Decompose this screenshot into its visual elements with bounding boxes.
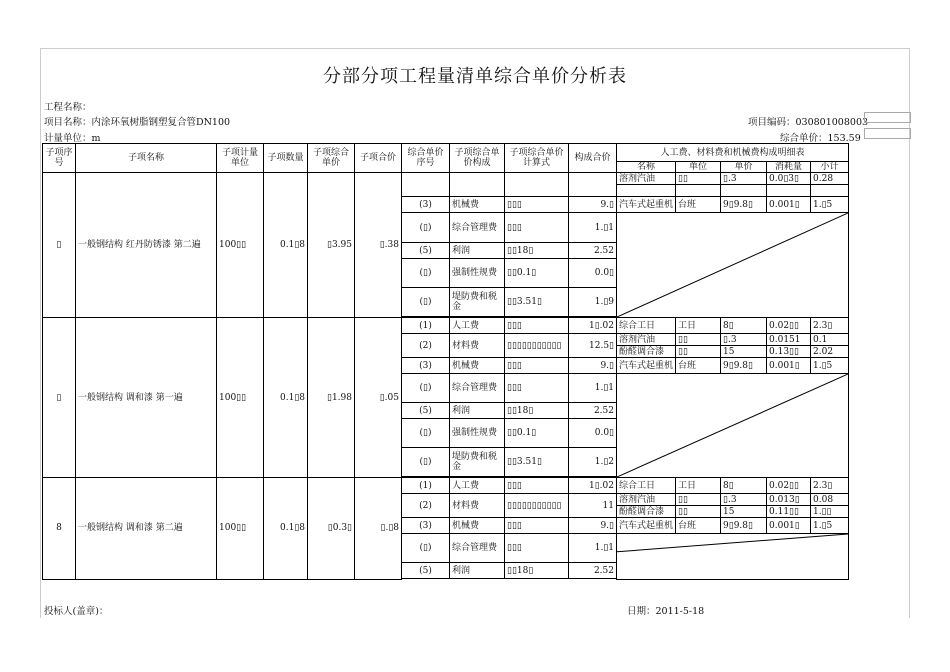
detail-price: 8▯ [721, 478, 767, 494]
unit-label: 计量单位：m [44, 133, 101, 144]
composition-total: 11 [569, 494, 617, 518]
cell [617, 185, 676, 197]
composition-name: 强制性规费 [450, 259, 505, 288]
group-total: ▯.▯8 [355, 478, 402, 580]
composition-total: 2.52 [569, 243, 617, 259]
composition-seq: (▯) [402, 374, 450, 403]
group-qty: 0.1▯8 [264, 478, 308, 580]
composition-seq: (▯) [402, 213, 450, 243]
composition-total: 1.▯1 [569, 213, 617, 243]
composition-formula: ▯▯▯ [505, 197, 569, 213]
group-unit: 100▯▯ [217, 173, 264, 318]
group-name: 一般钢结构 红丹防锈漆 第二遍 [76, 173, 217, 318]
project-name-label: 工程名称： [44, 102, 92, 113]
detail-name: 酚醛调合漆 [617, 506, 676, 518]
composition-name: 材料费 [450, 494, 505, 518]
composition-name: 机械费 [450, 358, 505, 374]
item-name-label: 项目名称：内涂环氧树脂钢塑复合管DN100 [44, 117, 231, 128]
header-unit: 子项计量单位 [217, 144, 264, 173]
composition-formula: ▯▯3.51▯ [505, 448, 569, 477]
detail-name: 汽车式起重机 [617, 518, 676, 534]
composition-seq: (▯) [402, 288, 450, 317]
cell [450, 173, 505, 197]
footer-bidder-label: 投标人(盖章)： [44, 606, 109, 617]
cell [767, 185, 811, 197]
composition-name: 堤防费和税金 [450, 448, 505, 477]
cell [811, 185, 849, 197]
header-qty: 子项数量 [264, 144, 308, 173]
composition-formula: ▯▯▯▯▯▯▯▯▯▯▯ [505, 334, 569, 358]
detail-price: 9▯9.8▯ [721, 358, 767, 374]
composition-total: 9.▯ [569, 358, 617, 374]
detail-name: 汽车式起重机 [617, 358, 676, 374]
detail-subtotal: 1.▯5 [811, 518, 849, 534]
group-seq: ▯ [43, 318, 76, 478]
detail-subtotal: 0.28 [811, 173, 849, 185]
composition-seq: (2) [402, 334, 450, 358]
composition-name: 综合管理费 [450, 213, 505, 243]
footer-date-label: 日期：2011-5-18 [627, 606, 705, 617]
cell [676, 185, 721, 197]
detail-name: 酚醛调合漆 [617, 346, 676, 358]
composition-total: 2.52 [569, 403, 617, 419]
composition-total: 1.▯1 [569, 534, 617, 563]
unit-price-label: 综合单价：153.59 [780, 133, 861, 144]
detail-subtotal: 1.▯▯ [811, 506, 849, 518]
unit-price-analysis-table [42, 143, 849, 580]
composition-total: 0.0▯ [569, 419, 617, 448]
composition-formula: ▯▯▯ [505, 213, 569, 243]
empty-cell [864, 128, 911, 139]
group-unit-price: ▯0.3▯ [308, 478, 355, 580]
group-name: 一般钢结构 调和漆 第一遍 [76, 318, 217, 478]
composition-name: 人工费 [450, 318, 505, 334]
header-price-seq: 综合单价序号 [402, 144, 450, 173]
detail-qty: 0.02▯▯ [767, 478, 811, 494]
composition-total: 1▯.02 [569, 318, 617, 334]
detail-price: 9▯9.8▯ [721, 518, 767, 534]
detail-price: ▯.3 [721, 494, 767, 506]
composition-formula: ▯▯18▯ [505, 563, 569, 579]
detail-unit: 台班 [676, 518, 721, 534]
detail-price: 8▯ [721, 318, 767, 334]
composition-total: 9.▯ [569, 197, 617, 213]
composition-total: 2.52 [569, 563, 617, 579]
composition-name: 综合管理费 [450, 374, 505, 403]
composition-seq: (▯) [402, 448, 450, 477]
item-code-label: 项目编码：030801008003 [748, 117, 869, 128]
page-border-top [40, 48, 910, 49]
composition-seq: (3) [402, 197, 450, 213]
composition-seq: (1) [402, 478, 450, 494]
header-detail-unit: 单位 [676, 162, 721, 173]
cell [505, 173, 569, 197]
group-seq: ▯ [43, 173, 76, 318]
detail-price: 9▯9.8▯ [721, 197, 767, 213]
composition-seq: (5) [402, 403, 450, 419]
detail-price: 15 [721, 506, 767, 518]
composition-formula: ▯▯▯ [505, 318, 569, 334]
composition-formula: ▯▯▯ [505, 534, 569, 563]
diagonal-void-cell [617, 534, 849, 580]
table-row [43, 478, 849, 494]
header-composition: 子项综合单价构成 [450, 144, 505, 173]
detail-name: 溶剂汽油 [617, 494, 676, 506]
page-title: 分部分项工程量清单综合单价分析表 [323, 66, 627, 87]
diagonal-void-cell [617, 374, 849, 478]
group-qty: 0.1▯8 [264, 173, 308, 318]
composition-seq: (3) [402, 358, 450, 374]
composition-total: 12.5▯ [569, 334, 617, 358]
header-detail-price: 单价 [721, 162, 767, 173]
composition-seq: (▯) [402, 419, 450, 448]
detail-name: 综合工日 [617, 478, 676, 494]
group-total: ▯.05 [355, 318, 402, 478]
group-seq: 8 [43, 478, 76, 580]
composition-formula: ▯▯3.51▯ [505, 288, 569, 317]
detail-name: 溶剂汽油 [617, 173, 676, 185]
cell [721, 185, 767, 197]
header-seq: 子项序号 [43, 144, 76, 173]
cell [569, 173, 617, 197]
detail-unit: ▯▯ [676, 506, 721, 518]
composition-total: 1.▯2 [569, 448, 617, 477]
detail-unit: 台班 [676, 358, 721, 374]
diagonal-void-cell [617, 213, 849, 318]
detail-subtotal: 2.3▯ [811, 478, 849, 494]
composition-formula: ▯▯0.1▯ [505, 419, 569, 448]
composition-total: 1.▯9 [569, 288, 617, 317]
group-unit: 100▯▯ [217, 478, 264, 580]
page-border-left [40, 48, 41, 618]
detail-price: 15 [721, 346, 767, 358]
group-unit: 100▯▯ [217, 318, 264, 478]
composition-name: 堤防费和税金 [450, 288, 505, 317]
composition-formula: ▯▯18▯ [505, 243, 569, 259]
composition-formula: ▯▯▯ [505, 358, 569, 374]
header-name: 子项名称 [76, 144, 217, 173]
composition-formula: ▯▯▯ [505, 478, 569, 494]
group-unit-price: ▯3.95 [308, 173, 355, 318]
composition-seq: (1) [402, 318, 450, 334]
detail-subtotal: 0.1 [811, 334, 849, 346]
composition-seq: (3) [402, 518, 450, 534]
group-unit-price: ▯1.98 [308, 318, 355, 478]
header-unit-price: 子项综合单价 [308, 144, 355, 173]
composition-seq: (▯) [402, 259, 450, 288]
composition-total: 9.▯ [569, 518, 617, 534]
detail-qty: 0.11▯▯ [767, 506, 811, 518]
header-composed-total: 构成合价 [569, 144, 617, 173]
detail-unit: ▯▯ [676, 334, 721, 346]
composition-formula: ▯▯▯ [505, 374, 569, 403]
header-detail-name: 名称 [617, 162, 676, 173]
detail-unit: ▯▯ [676, 494, 721, 506]
composition-seq: (5) [402, 563, 450, 579]
cell [402, 579, 617, 580]
detail-qty: 0.0▯3▯ [767, 173, 811, 185]
detail-unit: ▯▯ [676, 173, 721, 185]
header-total: 子项合价 [355, 144, 402, 173]
detail-subtotal: 2.3▯ [811, 318, 849, 334]
header-formula: 子项综合单价计算式 [505, 144, 569, 173]
detail-name: 综合工日 [617, 318, 676, 334]
cell [402, 173, 450, 197]
empty-cell [864, 112, 911, 123]
group-total: ▯.38 [355, 173, 402, 318]
detail-price: ▯.3 [721, 334, 767, 346]
group-qty: 0.1▯8 [264, 318, 308, 478]
composition-formula: ▯▯▯▯▯▯▯▯▯▯▯ [505, 494, 569, 518]
composition-name: 材料费 [450, 334, 505, 358]
composition-total: 1.▯1 [569, 374, 617, 403]
header-row [43, 144, 849, 162]
detail-subtotal: 1.▯5 [811, 197, 849, 213]
composition-seq: (5) [402, 243, 450, 259]
composition-formula: ▯▯0.1▯ [505, 259, 569, 288]
composition-name: 机械费 [450, 197, 505, 213]
table-row [43, 173, 849, 185]
composition-seq: (▯) [402, 534, 450, 563]
composition-name: 利润 [450, 563, 505, 579]
composition-formula: ▯▯18▯ [505, 403, 569, 419]
detail-qty: 0.13▯▯ [767, 346, 811, 358]
composition-total: 0.0▯ [569, 259, 617, 288]
detail-qty: 0.013▯ [767, 494, 811, 506]
detail-unit: 工日 [676, 318, 721, 334]
composition-formula: ▯▯▯ [505, 518, 569, 534]
detail-price: ▯.3 [721, 173, 767, 185]
composition-name: 综合管理费 [450, 534, 505, 563]
detail-qty: 0.02▯▯ [767, 318, 811, 334]
detail-subtotal: 1.▯5 [811, 358, 849, 374]
composition-total: 1▯.02 [569, 478, 617, 494]
detail-qty: 0.0151 [767, 334, 811, 346]
detail-qty: 0.001▯ [767, 518, 811, 534]
detail-qty: 0.001▯ [767, 358, 811, 374]
detail-unit: 台班 [676, 197, 721, 213]
header-detail-qty: 消耗量 [767, 162, 811, 173]
detail-subtotal: 0.08 [811, 494, 849, 506]
detail-name: 汽车式起重机 [617, 197, 676, 213]
detail-unit: 工日 [676, 478, 721, 494]
detail-unit: ▯▯ [676, 346, 721, 358]
detail-name: 溶剂汽油 [617, 334, 676, 346]
composition-name: 强制性规费 [450, 419, 505, 448]
table-row [43, 318, 849, 334]
detail-qty: 0.001▯ [767, 197, 811, 213]
composition-seq: (2) [402, 494, 450, 518]
header-detail-title: 人工费、材料费和机械费构成明细表 [617, 144, 849, 162]
composition-name: 利润 [450, 243, 505, 259]
detail-subtotal: 2.02 [811, 346, 849, 358]
header-detail-subtotal: 小计 [811, 162, 849, 173]
composition-name: 人工费 [450, 478, 505, 494]
composition-name: 机械费 [450, 518, 505, 534]
composition-name: 利润 [450, 403, 505, 419]
group-name: 一般钢结构 调和漆 第二遍 [76, 478, 217, 580]
